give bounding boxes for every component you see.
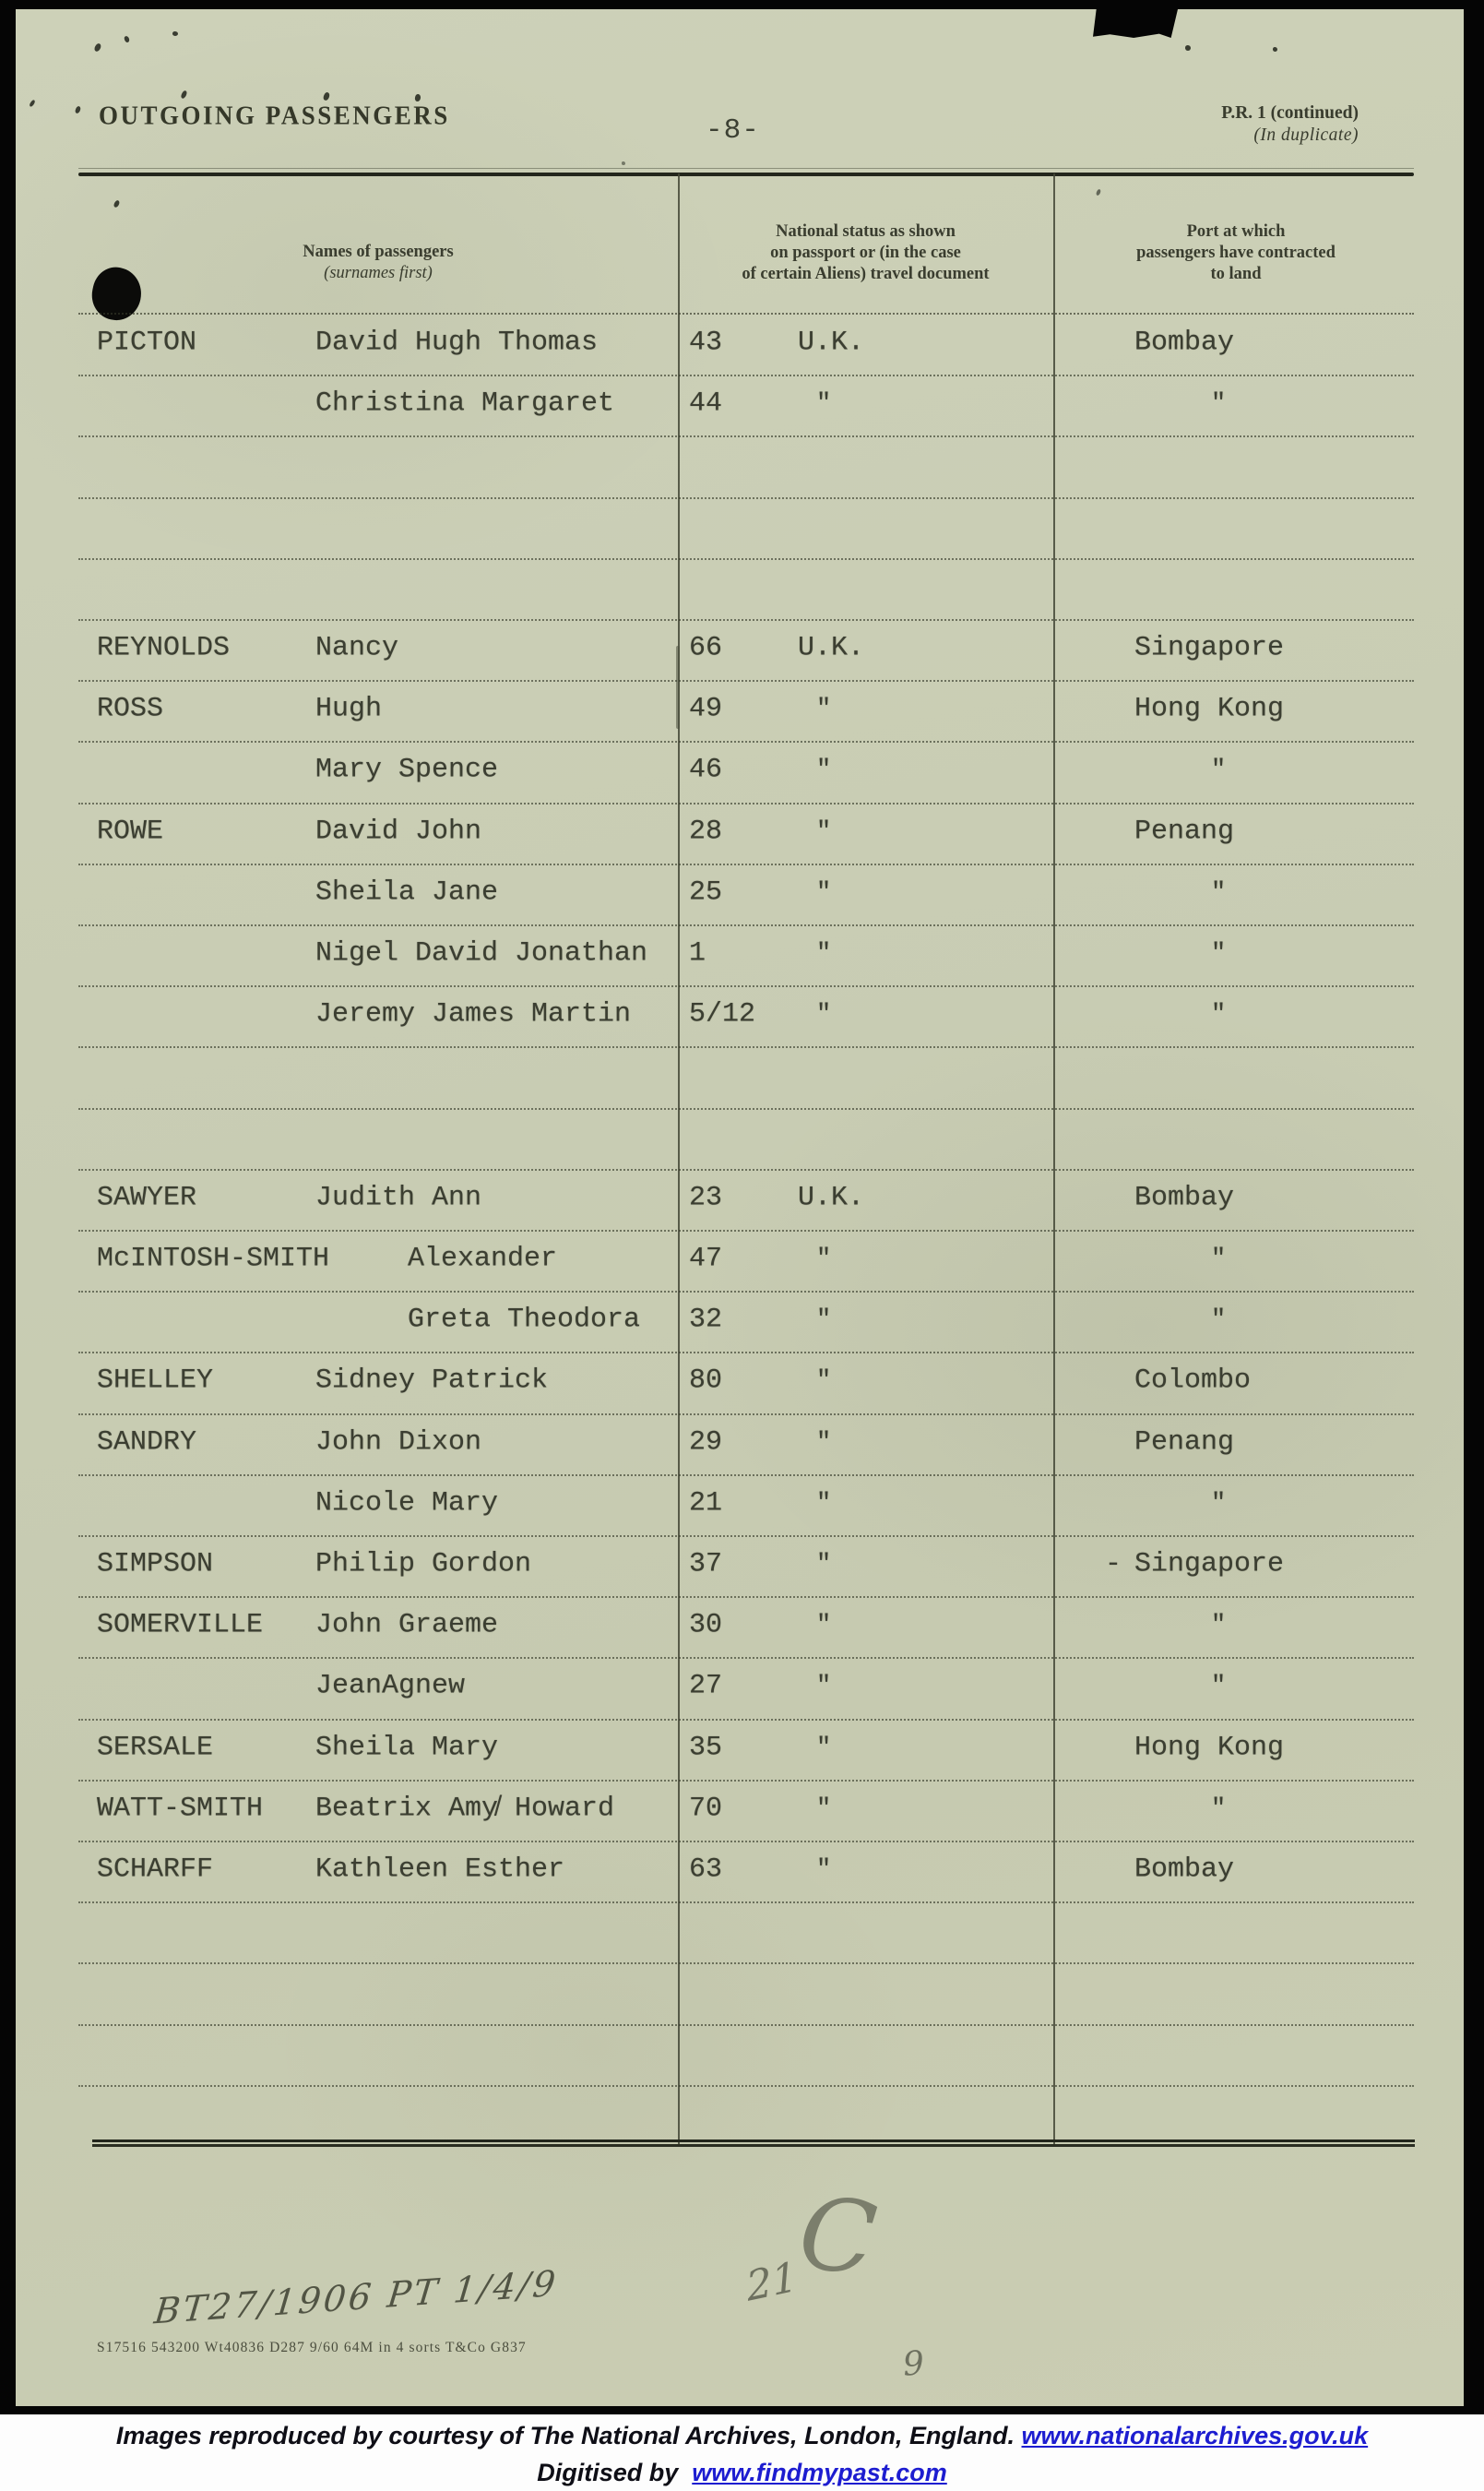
- archive-reference-handwriting: BT27/1906 PT 1/4/9: [152, 2262, 561, 2332]
- passenger-port: ": [1211, 1794, 1227, 1823]
- passenger-national-status: ": [816, 1794, 832, 1823]
- passenger-port: ": [1211, 1673, 1227, 1701]
- passenger-age: 37: [689, 1548, 723, 1580]
- table-top-rule: [78, 173, 1414, 176]
- passenger-port: ": [1211, 878, 1227, 907]
- port-pencil-dash: -: [1105, 1548, 1122, 1580]
- printer-code: S17516 543200 Wt40836 D287 9/60 64M in 4 sorts T&Co G837: [97, 2340, 527, 2355]
- passenger-given-names: Sheila Jane: [315, 876, 499, 909]
- passenger-surname: SOMERVILLE: [97, 1609, 264, 1641]
- passenger-row: [78, 1046, 1414, 1109]
- passenger-national-status: ": [816, 1612, 832, 1640]
- scan-notch: [1093, 9, 1178, 38]
- passenger-national-status: U.K.: [798, 632, 865, 664]
- passenger-age: 70: [689, 1793, 723, 1825]
- table-top-thin-rule: [78, 168, 1414, 169]
- passenger-national-status: ": [816, 878, 832, 907]
- passenger-row: [78, 558, 1414, 621]
- passenger-given-names: Nicole Mary: [315, 1487, 499, 1520]
- passenger-row: [78, 1169, 1414, 1232]
- passenger-surname: PICTON: [97, 327, 197, 359]
- passenger-port: ": [1211, 1306, 1227, 1335]
- pencil-digit-handwriting: 9: [901, 2344, 926, 2384]
- passenger-given-names: John Graeme: [315, 1609, 499, 1641]
- passenger-age: 63: [689, 1853, 723, 1886]
- passenger-given-names: Greta Theodora: [408, 1304, 641, 1336]
- passenger-age: 80: [689, 1365, 723, 1398]
- passenger-port: ": [1211, 1245, 1227, 1273]
- passenger-row: [78, 497, 1414, 560]
- passenger-given-names: John Dixon: [315, 1426, 482, 1459]
- passenger-age: 1: [689, 937, 706, 970]
- passenger-port: Penang: [1134, 1426, 1235, 1459]
- passenger-age: 29: [689, 1426, 723, 1459]
- passenger-age: 43: [689, 327, 723, 359]
- column-header-port: Port at which passengers have contracted to land: [1136, 222, 1336, 283]
- passenger-national-status: ": [816, 1855, 832, 1884]
- passenger-port: Singapore: [1134, 632, 1285, 664]
- passenger-age: 5/12: [689, 998, 756, 1031]
- form-reference: [1221, 102, 1359, 147]
- passenger-national-status: ": [816, 1245, 832, 1273]
- passenger-given-names: Nigel David Jonathan: [315, 937, 648, 970]
- passenger-row: [78, 1474, 1414, 1537]
- passenger-age: 46: [689, 755, 723, 787]
- passenger-port: ": [1211, 757, 1227, 785]
- passenger-age: 49: [689, 693, 723, 725]
- passenger-port: ": [1211, 1612, 1227, 1640]
- digitised-by-text: Digitised by: [537, 2459, 685, 2486]
- passenger-national-status: ": [816, 1306, 832, 1335]
- passenger-port: Bombay: [1134, 1182, 1235, 1214]
- passenger-given-names: Kathleen Esther: [315, 1853, 565, 1886]
- passenger-given-names: Sidney Patrick: [315, 1365, 549, 1398]
- passenger-given-names: Judith Ann: [315, 1182, 482, 1214]
- passenger-row: [78, 314, 1414, 376]
- passenger-national-status: ": [816, 1489, 832, 1518]
- passenger-given-names: Sheila Mary: [315, 1732, 499, 1764]
- passenger-national-status: U.K.: [798, 327, 865, 359]
- passenger-given-names: David John: [315, 816, 482, 848]
- passenger-port: Colombo: [1134, 1365, 1252, 1398]
- passenger-age: 47: [689, 1243, 723, 1275]
- passenger-row: [78, 803, 1414, 865]
- passenger-row: [78, 1901, 1414, 1964]
- passenger-row: [78, 435, 1414, 498]
- passenger-age: 21: [689, 1487, 723, 1520]
- passenger-port: ": [1211, 1001, 1227, 1030]
- passenger-national-status: ": [816, 1673, 832, 1701]
- passenger-row: [78, 1841, 1414, 1903]
- passenger-port: ": [1211, 390, 1227, 419]
- passenger-given-names: Philip Gordon: [315, 1548, 532, 1580]
- passenger-given-names: Nancy: [315, 632, 399, 664]
- passenger-row: [78, 1291, 1414, 1353]
- passenger-row: [78, 1108, 1414, 1171]
- column-header-names: Names of passengers (surnames first): [303, 243, 454, 282]
- passenger-row: [78, 741, 1414, 804]
- passenger-row: [78, 1596, 1414, 1659]
- passenger-given-names: Alexander: [408, 1243, 558, 1275]
- passenger-row: [78, 680, 1414, 743]
- passenger-row: [78, 2024, 1414, 2087]
- credit-text: Images reproduced by courtesy of The National Archives, London, England.: [115, 2422, 1022, 2449]
- passenger-age: 28: [689, 816, 723, 848]
- form-reference-line2: (In duplicate): [1253, 125, 1359, 145]
- form-reference-line1: P.R. 1 (continued): [1221, 103, 1359, 123]
- passenger-national-status: ": [816, 1550, 832, 1579]
- page-number: -8-: [706, 114, 760, 147]
- passenger-national-status: ": [816, 696, 832, 724]
- passenger-surname: WATT-SMITH: [97, 1793, 264, 1825]
- passenger-age: 66: [689, 632, 723, 664]
- passenger-port: Hong Kong: [1134, 693, 1285, 725]
- passenger-surname: SCHARFF: [97, 1853, 214, 1886]
- passenger-surname: McINTOSH-SMITH: [97, 1243, 330, 1275]
- passenger-surname: SANDRY: [97, 1426, 197, 1459]
- passenger-port: Penang: [1134, 816, 1235, 848]
- passenger-surname: SAWYER: [97, 1182, 197, 1214]
- passenger-national-status: ": [816, 939, 832, 968]
- passenger-given-names: Mary Spence: [315, 755, 499, 787]
- digitisation-footer: [0, 2414, 1484, 2491]
- passenger-given-names: Hugh: [315, 693, 383, 725]
- digitised-line: [0, 2457, 1484, 2488]
- passenger-row: [78, 1535, 1414, 1598]
- passenger-age: 23: [689, 1182, 723, 1214]
- passenger-list-page: [16, 9, 1464, 2406]
- passenger-surname: REYNOLDS: [97, 632, 231, 664]
- passenger-national-status: ": [816, 1001, 832, 1030]
- passenger-row: [78, 985, 1414, 1048]
- passenger-row: [78, 619, 1414, 682]
- passenger-age: 27: [689, 1671, 723, 1703]
- passenger-row: [78, 924, 1414, 987]
- passenger-age: 44: [689, 387, 723, 420]
- passenger-row: [78, 375, 1414, 437]
- passenger-row: [78, 1230, 1414, 1293]
- passenger-national-status: ": [816, 390, 832, 419]
- passenger-port: Hong Kong: [1134, 1732, 1285, 1764]
- passenger-national-status: U.K.: [798, 1182, 865, 1214]
- page-title: OUTGOING PASSENGERS: [99, 101, 450, 130]
- passenger-port: Bombay: [1134, 1853, 1235, 1886]
- passenger-row: [78, 1780, 1414, 1842]
- passenger-age: 35: [689, 1732, 723, 1764]
- passenger-port: ": [1211, 1489, 1227, 1518]
- passenger-national-status: ": [816, 1734, 832, 1762]
- passenger-surname: ROSS: [97, 693, 164, 725]
- passenger-surname: SERSALE: [97, 1732, 214, 1764]
- passenger-national-status: ": [816, 1367, 832, 1396]
- passenger-age: 32: [689, 1304, 723, 1336]
- table-bottom-rule: [92, 2139, 1415, 2147]
- passenger-given-names: David Hugh Thomas: [315, 327, 599, 359]
- passenger-row: [78, 2085, 1414, 2146]
- passenger-national-status: ": [816, 757, 832, 785]
- passenger-surname: SIMPSON: [97, 1548, 214, 1580]
- passenger-row: [78, 1352, 1414, 1414]
- passenger-given-names: Beatrix Amy̸ Howard: [315, 1793, 615, 1825]
- passenger-row: [78, 1962, 1414, 2025]
- passenger-row: [78, 864, 1414, 926]
- passenger-port: Singapore: [1134, 1548, 1285, 1580]
- pencil-letter-handwriting: C: [793, 2175, 882, 2298]
- passenger-row: [78, 1719, 1414, 1782]
- passenger-age: 25: [689, 876, 723, 909]
- passenger-age: 30: [689, 1609, 723, 1641]
- passenger-national-status: ": [816, 817, 832, 846]
- passenger-row: [78, 1413, 1414, 1476]
- passenger-surname: SHELLEY: [97, 1365, 214, 1398]
- passenger-given-names: Christina Margaret: [315, 387, 615, 420]
- column-header-national-status: National status as shown on passport or (in the case of certain Aliens) travel document: [742, 222, 990, 283]
- passenger-given-names: Jeremy James Martin: [315, 998, 632, 1031]
- passenger-row: [78, 1657, 1414, 1720]
- national-archives-link[interactable]: www.nationalarchives.gov.uk: [1021, 2422, 1369, 2449]
- passenger-port: Bombay: [1134, 327, 1235, 359]
- passenger-national-status: ": [816, 1428, 832, 1457]
- passenger-surname: ROWE: [97, 816, 164, 848]
- passenger-given-names: JeanAgnew: [315, 1671, 466, 1703]
- passenger-port: ": [1211, 939, 1227, 968]
- findmypast-link[interactable]: www.findmypast.com: [692, 2459, 947, 2486]
- pencil-number-handwriting: 21: [743, 2253, 801, 2311]
- credit-line: [0, 2420, 1484, 2451]
